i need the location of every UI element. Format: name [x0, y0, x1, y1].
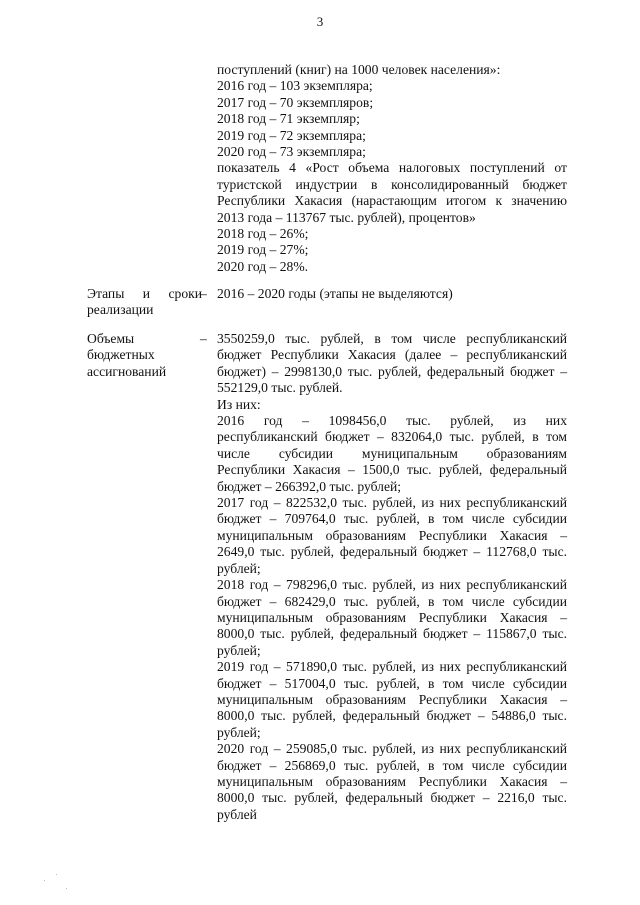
text-line: 2020 год – 73 экземпляра;	[217, 144, 366, 160]
text-line: бюджет Республики Хакасия (далее – республиканский	[217, 347, 567, 363]
text-line: Из них:	[217, 396, 261, 412]
scan-speck	[66, 888, 67, 889]
text-line: Республики Хакасия (нарастающим итогом к значению	[217, 193, 567, 209]
text-line: 2017 год – 822532,0 тыс. рублей, из них республиканский	[217, 495, 567, 511]
text-line: показатель 4 «Рост объема налоговых поступлений от	[217, 160, 567, 176]
label-line: ассигнований	[87, 363, 167, 379]
text-line: Республики Хакасия – 1500,0 тыс. рублей, федеральный	[217, 462, 567, 478]
text-line: муниципальным образованиям Республики Хакасия –	[217, 691, 567, 707]
text-line: 2020 год – 28%.	[217, 258, 309, 274]
text-line: числе субсидии муниципальным образованиям	[217, 445, 567, 461]
funding-dash: –	[200, 331, 207, 346]
label-line: бюджетных	[87, 347, 155, 363]
text-line: рублей;	[217, 642, 261, 658]
scan-speck	[44, 880, 45, 881]
page-number: 3	[316, 14, 324, 29]
text-line: 3550259,0 тыс. рублей, в том числе республиканский	[217, 331, 567, 346]
scan-speck	[56, 874, 57, 875]
text-line: 2013 года – 113767 тыс. рублей), процентов»	[217, 209, 476, 225]
label-line: реализации	[87, 302, 154, 318]
text-line: 8000,0 тыс. рублей, федеральный бюджет – 54886,0 тыс.	[217, 708, 567, 724]
funding-label	[87, 331, 197, 380]
text-line: поступлений (книг) на 1000 человек населения»:	[217, 62, 501, 77]
text-line: муниципальным образованиям Республики Хакасия –	[217, 527, 567, 543]
text-line: бюджет – 682429,0 тыс. рублей, в том числе субсидии	[217, 593, 567, 609]
stages-value: 2016 – 2020 годы (этапы не выделяются)	[217, 286, 453, 301]
text-line: муниципальным образованиям Республики Хакасия –	[217, 773, 567, 789]
text-line: 2019 год – 27%;	[217, 242, 309, 258]
label-line: Объемы	[87, 331, 135, 346]
text-line: бюджет – 256869,0 тыс. рублей, в том числе субсидии	[217, 757, 567, 773]
text-line: 8000,0 тыс. рублей, федеральный бюджет – 115867,0 тыс.	[217, 626, 567, 642]
text-line: туристской индустрии в консолидированный бюджет	[217, 176, 567, 192]
text-line: 2018 год – 71 экземпляр;	[217, 111, 360, 127]
text-line: 2019 год – 571890,0 тыс. рублей, из них республиканский	[217, 659, 567, 675]
stages-label	[87, 286, 202, 319]
text-line: 2017 год – 70 экземпляров;	[217, 94, 374, 110]
stages-dash: –	[200, 286, 207, 301]
text-line: республиканский бюджет – 832064,0 тыс. рублей, в том	[217, 429, 567, 445]
text-line: муниципальным образованиям Республики Хакасия –	[217, 609, 567, 625]
indicators-continuation	[217, 62, 567, 275]
text-line: 2018 год – 26%;	[217, 226, 309, 242]
text-line: 2019 год – 72 экземпляра;	[217, 127, 366, 143]
text-line: 2018 год – 798296,0 тыс. рублей, из них республиканский	[217, 577, 567, 593]
text-line: 552129,0 тыс. рублей.	[217, 380, 343, 396]
text-line: бюджет – 517004,0 тыс. рублей, в том числе субсидии	[217, 675, 567, 691]
text-line: 2649,0 тыс. рублей, федеральный бюджет – 112768,0 тыс.	[217, 544, 567, 560]
text-line: 2020 год – 259085,0 тыс. рублей, из них республиканский	[217, 741, 567, 757]
text-line: бюджет) – 2998130,0 тыс. рублей, федеральный бюджет –	[217, 363, 567, 379]
text-line: 2016 год – 103 экземпляра;	[217, 78, 373, 94]
text-line: 2016 год – 1098456,0 тыс. рублей, из них	[217, 413, 567, 429]
text-line: рублей	[217, 806, 257, 822]
label-line: Этапы и сроки	[87, 286, 202, 301]
text-line: бюджет – 266392,0 тыс. рублей;	[217, 478, 402, 494]
funding-value	[217, 331, 567, 823]
text-line: рублей;	[217, 724, 261, 740]
text-line: 8000,0 тыс. рублей, федеральный бюджет – 2216,0 тыс.	[217, 790, 567, 806]
text-line: бюджет – 709764,0 тыс. рублей, в том числе субсидии	[217, 511, 567, 527]
text-line: рублей;	[217, 560, 261, 576]
